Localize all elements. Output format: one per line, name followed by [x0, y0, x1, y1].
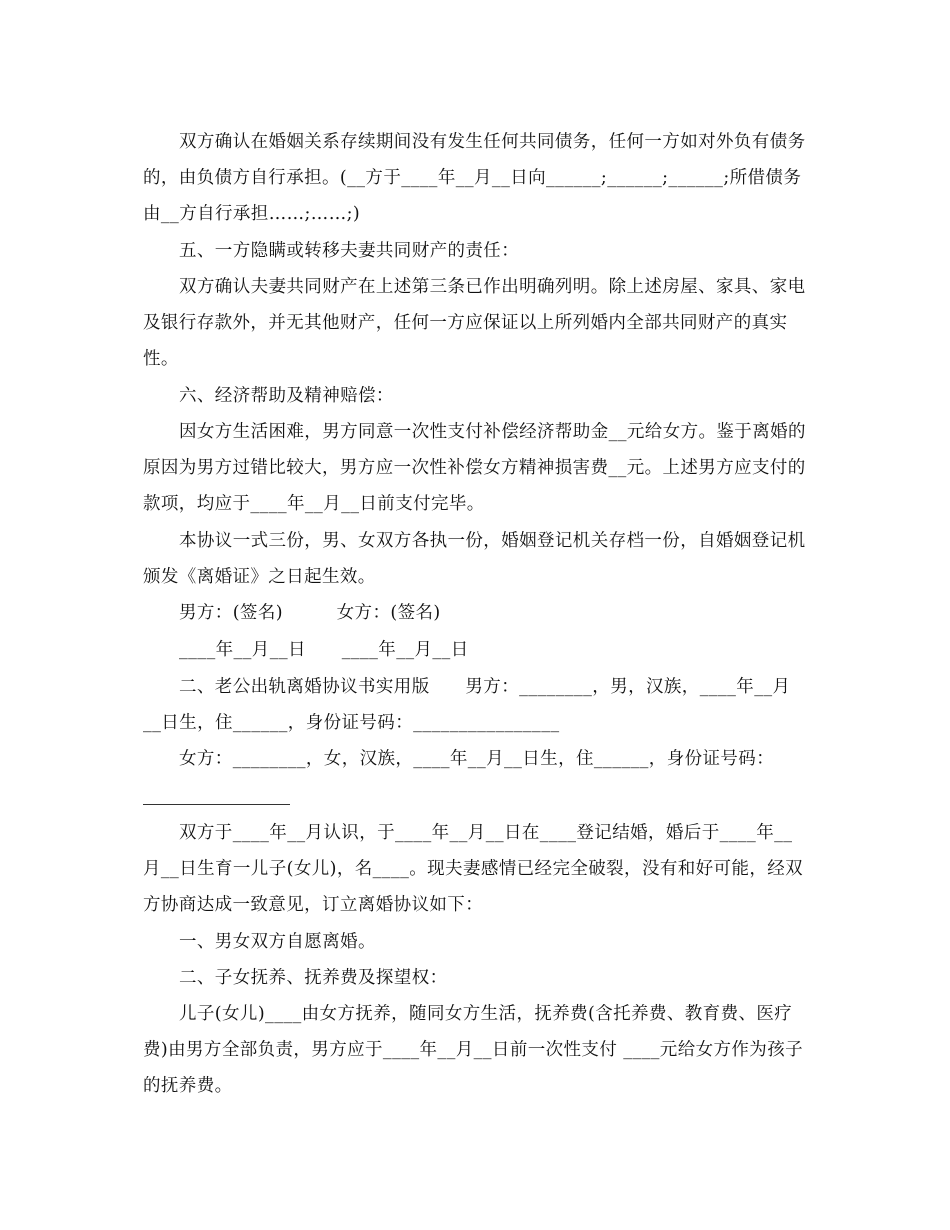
clause-2-heading: 二、子女抚养、抚养费及探望权： — [179, 968, 448, 988]
section-heading-6: 六、经济帮助及精神赔偿： — [179, 386, 394, 406]
date-line: ____年__月__日 ____年__月__日 — [179, 640, 469, 660]
id-number-blank — [143, 804, 290, 805]
paragraph-debt: 双方确认在婚姻关系存续期间没有发生任何共同债务，任何一方如对外负有债务的，由负债方自行承担。(__方于____年__月__日向______;______;______;所借债务由__方自行承担……;……;) — [143, 132, 806, 224]
paragraph-version2-male: 二、老公出轨离婚协议书实用版 男方：________，男，汉族，____年__月__日生，住______，身份证号码：________________ — [143, 677, 791, 733]
section-heading-5: 五、一方隐瞒或转移夫妻共同财产的责任： — [179, 241, 520, 261]
clause-1: 一、男女双方自愿离婚。 — [179, 932, 376, 952]
paragraph-property: 双方确认夫妻共同财产在上述第三条已作出明确列明。除上述房屋、家具、家电及银行存款外，并无其他财产，任何一方应保证以上所列婚内全部共同财产的真实性。 — [143, 277, 806, 369]
paragraph-compensation: 因女方生活困难，男方同意一次性支付补偿经济帮助金__元给女方。鉴于离婚的原因为男方过错比较大，男方应一次性补偿女方精神损害费__元。上述男方应支付的款项，均应于____年__月__日前支付完毕。 — [143, 422, 806, 514]
paragraph-child-support: 儿子(女儿)____由女方抚养，随同女方生活，抚养费(含托养费、教育费、医疗费)由男方全部负责，男方应于____年__月__日前一次性支付 ____元给女方作为孩子的抚养费。 — [143, 1004, 803, 1096]
paragraph-female: 女方：________，女，汉族，____年__月__日生，住______，身份证号码： — [179, 749, 775, 769]
signature-line: 男方：(签名) 女方：(签名) — [179, 603, 441, 623]
paragraph-marriage: 双方于____年__月认识，于____年__月__日在____登记结婚，婚后于____年__月__日生育一儿子(女儿)，名____。现夫妻感情已经完全破裂，没有和好可能，经双方协商达成一致意见，订立离婚协议如下： — [143, 823, 804, 915]
paragraph-copies: 本协议一式三份，男、女双方各执一份，婚姻登记机关存档一份，自婚姻登记机颁发《离婚证》之日起生效。 — [143, 531, 806, 587]
